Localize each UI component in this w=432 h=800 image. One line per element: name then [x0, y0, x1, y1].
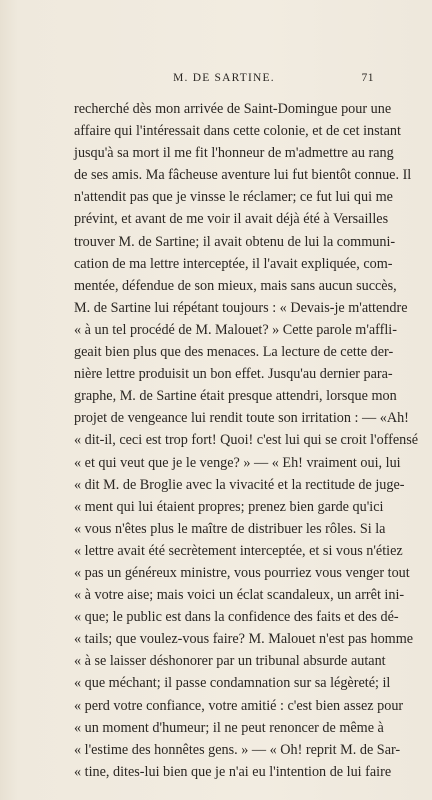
text-line: « dit-il, ceci est trop fort! Quoi! c'est lui qui se croit l'offensé: [74, 432, 419, 449]
text-line: « lettre avait été secrètement interceptée, et si vous n'étiez: [74, 542, 403, 559]
text-line: « tine, dites-lui bien que je n'ai eu l'intention de lui faire: [74, 763, 392, 780]
text-line: « dit M. de Broglie avec la vivacité et la rectitude de juge-: [74, 476, 405, 493]
text-line: cation de ma lettre interceptée, il l'avait expliquée, com-: [74, 255, 393, 272]
text-line: de ses amis. Ma fâcheuse aventure lui fut bientôt connue. Il: [74, 167, 412, 184]
text-line: « à un tel procédé de M. Malouet? » Cette parole m'affli-: [74, 321, 397, 338]
page-number: 71: [361, 72, 374, 84]
text-line: recherché dès mon arrivée de Saint-Domingue pour une: [74, 101, 392, 117]
text-line: M. de Sartine lui répétant toujours : « Devais-je m'attendre: [74, 299, 408, 316]
text-line: projet de vengeance lui rendit toute son irritation : — «Ah!: [74, 410, 409, 427]
text-line: graphe, M. de Sartine était presque attendri, lorsque mon: [74, 388, 397, 405]
text-line: « un moment d'humeur; il ne peut renoncer de même à: [74, 719, 384, 736]
text-line: « à votre aise; mais voici un éclat scandaleux, un arrêt ini-: [74, 587, 405, 604]
text-line: « et qui veut que je le venge? » — « Eh! vraiment oui, lui: [74, 454, 401, 471]
text-line: « que; le public est dans la confidence des faits et des dé-: [74, 609, 399, 626]
text-line: jusqu'à sa mort il me fit l'honneur de m'admettre au rang: [74, 145, 394, 162]
running-title: M. DE SARTINE.: [173, 72, 275, 84]
text-line: « tails; que voulez-vous faire? M. Malouet n'est pas homme: [74, 631, 414, 648]
text-line: « vous n'êtes plus le maître de distribuer les rôles. Si la: [74, 520, 386, 537]
text-line: trouver M. de Sartine; il avait obtenu de lui la communi-: [74, 233, 396, 250]
running-head: [74, 72, 374, 88]
text-line: « l'estime des honnêtes gens. » — « Oh! reprit M. de Sar-: [74, 741, 401, 758]
text-line: « ment qui lui étaient propres; prenez bien garde qu'ici: [74, 498, 384, 515]
text-line: mentée, défendue de son mieux, mais sans aucun succès,: [74, 277, 397, 294]
text-line: « que méchant; il passe condamnation sur sa légèreté; il: [74, 675, 391, 692]
text-line: « pas un généreux ministre, vous pourriez vous venger tout: [74, 564, 410, 581]
text-line: « perd votre confiance, votre amitié : c'est bien assez pour: [74, 697, 404, 714]
text-line: n'attendit pas que je vinsse le réclamer; ce fut lui qui me: [74, 189, 393, 206]
body-text: [74, 98, 419, 783]
text-line: affaire qui l'intéressait dans cette colonie, et de cet instant: [74, 123, 401, 140]
text-line: « à se laisser déshonorer par un tribunal absurde autant: [74, 653, 386, 670]
text-line: geait bien plus que des menaces. La lecture de cette der-: [74, 344, 394, 361]
text-line: prévint, et avant de me voir il avait déjà été à Versailles: [74, 211, 389, 228]
text-line: nière lettre produisit un bon effet. Jusqu'au dernier para-: [74, 366, 393, 383]
